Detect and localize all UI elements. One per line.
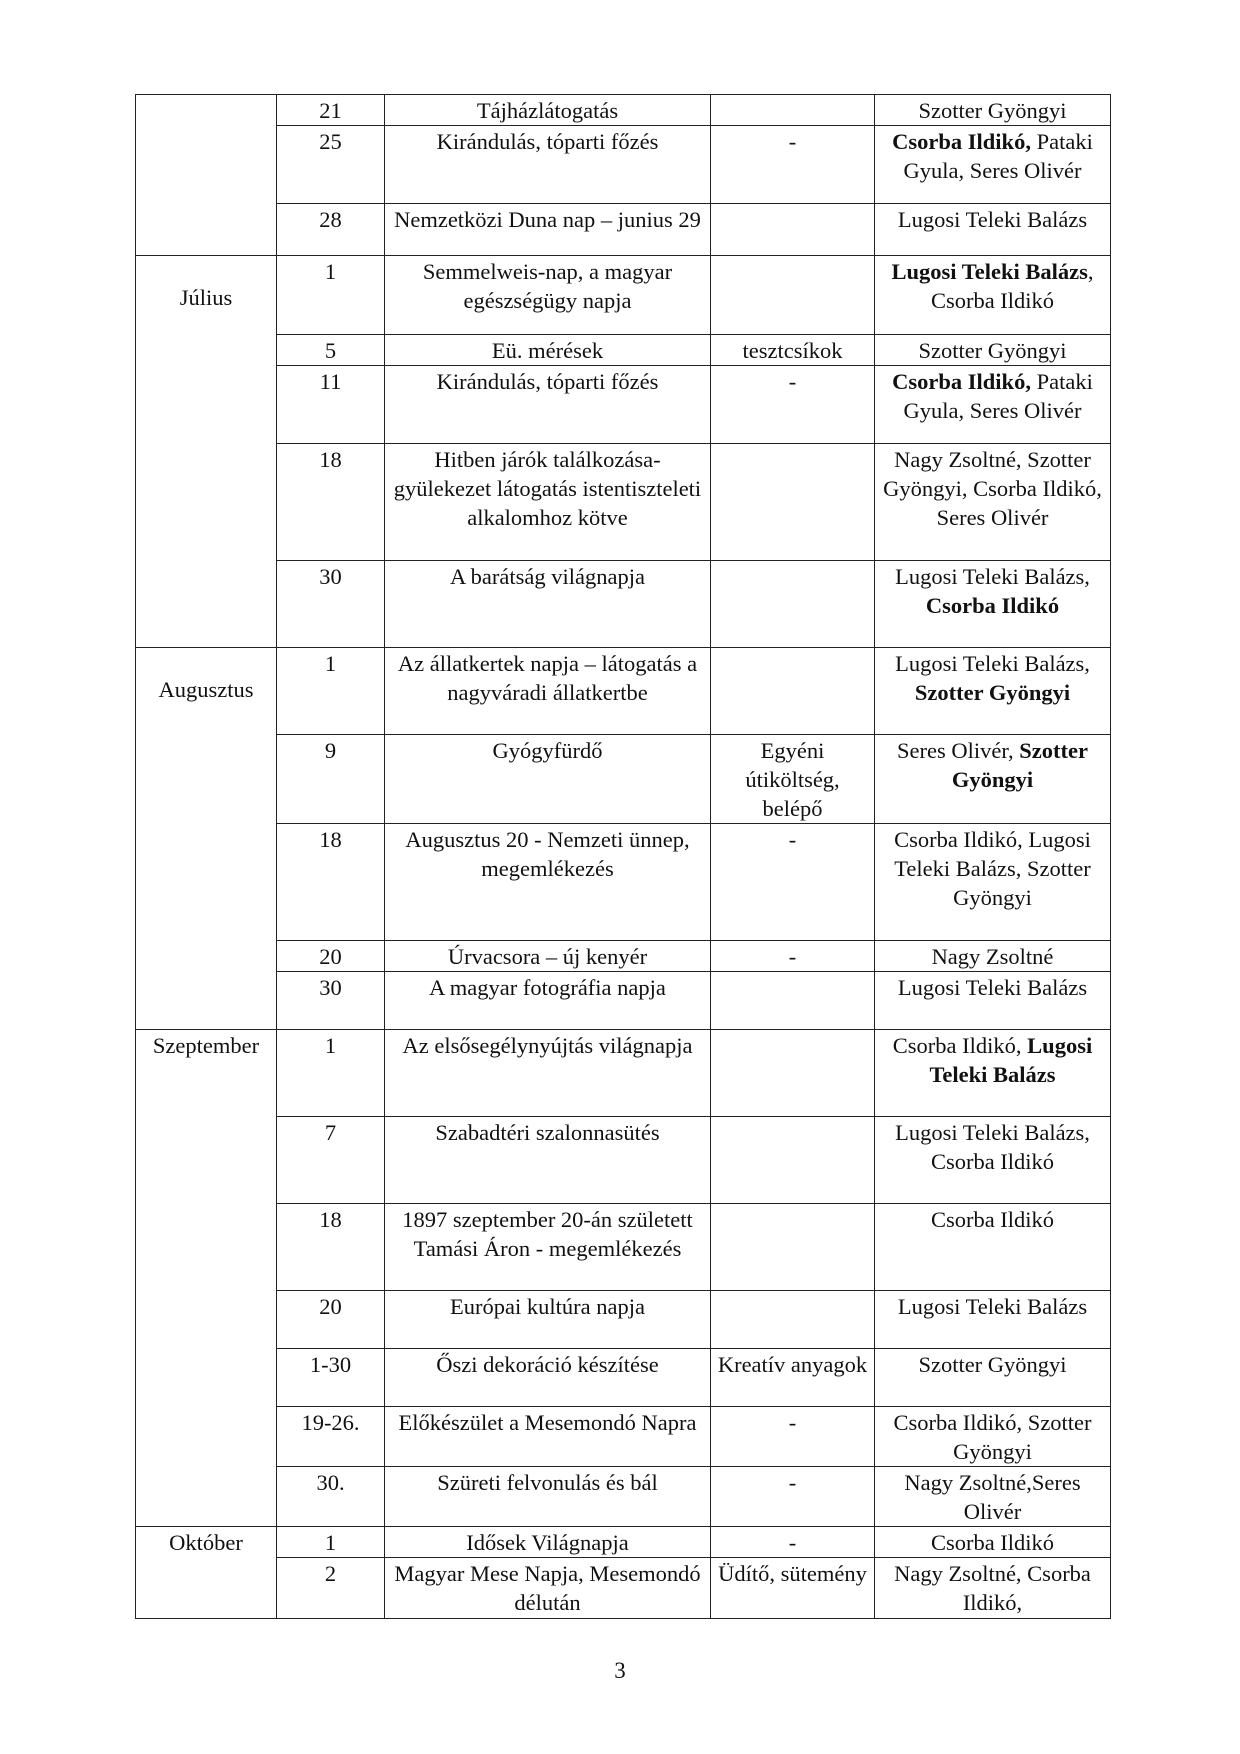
responsible-cell <box>875 256 1111 335</box>
responsible-cell <box>875 1291 1111 1349</box>
table-row <box>136 1117 1111 1204</box>
day-cell: 25 <box>277 126 385 204</box>
month-label: Augusztus <box>158 677 254 702</box>
responsible-cell <box>875 1527 1111 1558</box>
responsible-lead: Csorba Ildikó, <box>892 369 1031 394</box>
resources-cell <box>711 1117 875 1204</box>
responsible-name: Lugosi Teleki Balázs, <box>895 651 1090 676</box>
resources-cell <box>711 1291 875 1349</box>
responsible-name: Lugosi Teleki Balázs <box>897 1294 1088 1319</box>
resources-cell: - <box>711 1527 875 1558</box>
month-label: Október <box>169 1530 243 1555</box>
responsible-cell <box>875 444 1111 561</box>
responsible-name: Pataki Gyula, Seres Olivér <box>903 129 1093 183</box>
event-cell: Idősek Világnapja <box>385 1527 711 1558</box>
page-number: 3 <box>614 1658 626 1683</box>
resources-cell <box>711 1204 875 1291</box>
table-row <box>136 1030 1111 1117</box>
day-cell: 18 <box>277 1204 385 1291</box>
table-row <box>136 444 1111 561</box>
responsible-name: Csorba Ildikó, <box>892 1033 1028 1058</box>
event-cell: Hitben járók találkozása- gyülekezet látogatás istentiszteleti alkalomhoz kötve <box>385 444 711 561</box>
responsible-cell <box>875 126 1111 204</box>
table-row <box>136 366 1111 444</box>
table-row <box>136 648 1111 735</box>
resources-cell: Üdítő, sütemény <box>711 1558 875 1619</box>
table-row <box>136 1558 1111 1619</box>
responsible-lead: Csorba Ildikó, <box>892 129 1031 154</box>
resources-cell: Egyéni útiköltség, belépő <box>711 735 875 824</box>
responsible-name: Szotter Gyöngyi <box>918 98 1067 123</box>
responsible-cell <box>875 335 1111 366</box>
schedule-table <box>135 94 1111 1619</box>
day-cell: 5 <box>277 335 385 366</box>
event-cell: Gyógyfürdő <box>385 735 711 824</box>
day-cell: 19-26. <box>277 1407 385 1467</box>
responsible-name: , Csorba Ildikó <box>930 259 1094 313</box>
day-cell: 30. <box>277 1467 385 1527</box>
responsible-cell <box>875 561 1111 648</box>
event-cell: Kirándulás, tóparti főzés <box>385 126 711 204</box>
table-row <box>136 204 1111 256</box>
day-cell: 2 <box>277 1558 385 1619</box>
responsible-name: Nagy Zsoltné,Seres Olivér <box>904 1470 1081 1524</box>
responsible-cell <box>875 1467 1111 1527</box>
day-cell: 7 <box>277 1117 385 1204</box>
event-cell: Szabadtéri szalonnasütés <box>385 1117 711 1204</box>
responsible-cell <box>875 1204 1111 1291</box>
event-cell: 1897 szeptember 20-án született Tamási Áron - megemlékezés <box>385 1204 711 1291</box>
resources-cell: Kreatív anyagok <box>711 1349 875 1407</box>
responsible-name: Pataki Gyula, Seres Olivér <box>903 369 1093 423</box>
responsible-name: Szotter Gyöngyi <box>918 1352 1067 1377</box>
table-row <box>136 126 1111 204</box>
resources-cell <box>711 444 875 561</box>
responsible-name: Lugosi Teleki Balázs <box>897 975 1088 1000</box>
resources-cell <box>711 648 875 735</box>
event-cell: A barátság világnapja <box>385 561 711 648</box>
table-row <box>136 256 1111 335</box>
table-row <box>136 941 1111 972</box>
responsible-lead: Csorba Ildikó <box>925 593 1060 618</box>
event-cell: Magyar Mese Napja, Mesemondó délután <box>385 1558 711 1619</box>
table-row <box>136 1291 1111 1349</box>
month-cell <box>136 95 277 256</box>
event-cell: Szüreti felvonulás és bál <box>385 1467 711 1527</box>
responsible-cell <box>875 1117 1111 1204</box>
responsible-cell <box>875 1030 1111 1117</box>
resources-cell <box>711 972 875 1030</box>
day-cell: 30 <box>277 561 385 648</box>
table-row <box>136 1407 1111 1467</box>
month-cell <box>136 648 277 1030</box>
responsible-name: Nagy Zsoltné, Csorba Ildikó, <box>894 1561 1091 1615</box>
event-cell: Semmelweis-nap, a magyar egészségügy napja <box>385 256 711 335</box>
table-row <box>136 335 1111 366</box>
month-cell <box>136 256 277 648</box>
responsible-lead: Szotter Gyöngyi <box>914 680 1071 705</box>
table-row <box>136 824 1111 941</box>
resources-cell: - <box>711 941 875 972</box>
event-cell: Tájházlátogatás <box>385 95 711 126</box>
table-row <box>136 561 1111 648</box>
day-cell: 9 <box>277 735 385 824</box>
responsible-cell <box>875 972 1111 1030</box>
day-cell: 18 <box>277 824 385 941</box>
responsible-cell <box>875 824 1111 941</box>
responsible-name: Seres Olivér, <box>897 738 1020 763</box>
responsible-cell <box>875 1407 1111 1467</box>
table-row <box>136 1527 1111 1558</box>
resources-cell: - <box>711 824 875 941</box>
day-cell: 1-30 <box>277 1349 385 1407</box>
day-cell: 28 <box>277 204 385 256</box>
event-cell: Őszi dekoráció készítése <box>385 1349 711 1407</box>
resources-cell <box>711 1030 875 1117</box>
responsible-lead: Szotter Gyöngyi <box>951 738 1088 792</box>
responsible-lead: Lugosi Teleki Balázs <box>891 259 1088 284</box>
responsible-name: Csorba Ildikó, Szotter Gyöngyi <box>893 1410 1092 1464</box>
table-row <box>136 1349 1111 1407</box>
resources-cell: - <box>711 1467 875 1527</box>
responsible-name: Lugosi Teleki Balázs, <box>895 564 1090 589</box>
day-cell: 18 <box>277 444 385 561</box>
responsible-name: Csorba Ildikó <box>930 1207 1055 1232</box>
day-cell: 11 <box>277 366 385 444</box>
responsible-name: Csorba Ildikó <box>930 1530 1055 1555</box>
resources-cell: tesztcsíkok <box>711 335 875 366</box>
responsible-cell <box>875 366 1111 444</box>
responsible-cell <box>875 1558 1111 1619</box>
responsible-name: Nagy Zsoltné, Szotter Gyöngyi, Csorba Ildikó, Seres Olivér <box>883 447 1102 530</box>
table-row <box>136 1467 1111 1527</box>
resources-cell: - <box>711 366 875 444</box>
month-cell <box>136 1030 277 1527</box>
month-cell <box>136 1527 277 1619</box>
responsible-cell <box>875 735 1111 824</box>
event-cell: Európai kultúra napja <box>385 1291 711 1349</box>
event-cell: Kirándulás, tóparti főzés <box>385 366 711 444</box>
responsible-name: Nagy Zsoltné <box>931 944 1054 969</box>
responsible-name: Szotter Gyöngyi <box>918 338 1067 363</box>
day-cell: 1 <box>277 1527 385 1558</box>
responsible-cell <box>875 648 1111 735</box>
responsible-cell <box>875 204 1111 256</box>
event-cell: Úrvacsora – új kenyér <box>385 941 711 972</box>
event-cell: Előkészület a Mesemondó Napra <box>385 1407 711 1467</box>
table-row <box>136 95 1111 126</box>
resources-cell: - <box>711 1407 875 1467</box>
resources-cell <box>711 256 875 335</box>
event-cell: Eü. mérések <box>385 335 711 366</box>
day-cell: 1 <box>277 648 385 735</box>
responsible-name: Lugosi Teleki Balázs, Csorba Ildikó <box>895 1120 1090 1174</box>
responsible-cell <box>875 941 1111 972</box>
resources-cell <box>711 561 875 648</box>
event-cell: Augusztus 20 - Nemzeti ünnep, megemlékezés <box>385 824 711 941</box>
month-label: Július <box>179 285 233 310</box>
event-cell: Az állatkertek napja – látogatás a nagyváradi állatkertbe <box>385 648 711 735</box>
day-cell: 30 <box>277 972 385 1030</box>
responsible-lead: Lugosi Teleki Balázs <box>929 1033 1093 1087</box>
day-cell: 21 <box>277 95 385 126</box>
resources-cell <box>711 95 875 126</box>
month-label: Szeptember <box>152 1033 260 1058</box>
table-row <box>136 972 1111 1030</box>
responsible-name: Lugosi Teleki Balázs <box>897 207 1088 232</box>
table-row <box>136 735 1111 824</box>
day-cell: 20 <box>277 941 385 972</box>
responsible-cell <box>875 95 1111 126</box>
event-cell: A magyar fotográfia napja <box>385 972 711 1030</box>
event-cell: Az elsősegélynyújtás világnapja <box>385 1030 711 1117</box>
responsible-cell <box>875 1349 1111 1407</box>
responsible-name: Csorba Ildikó, Lugosi Teleki Balázs, Szotter Gyöngyi <box>894 827 1091 910</box>
event-cell: Nemzetközi Duna nap – junius 29 <box>385 204 711 256</box>
day-cell: 20 <box>277 1291 385 1349</box>
table-row <box>136 1204 1111 1291</box>
resources-cell <box>711 204 875 256</box>
resources-cell: - <box>711 126 875 204</box>
day-cell: 1 <box>277 256 385 335</box>
day-cell: 1 <box>277 1030 385 1117</box>
